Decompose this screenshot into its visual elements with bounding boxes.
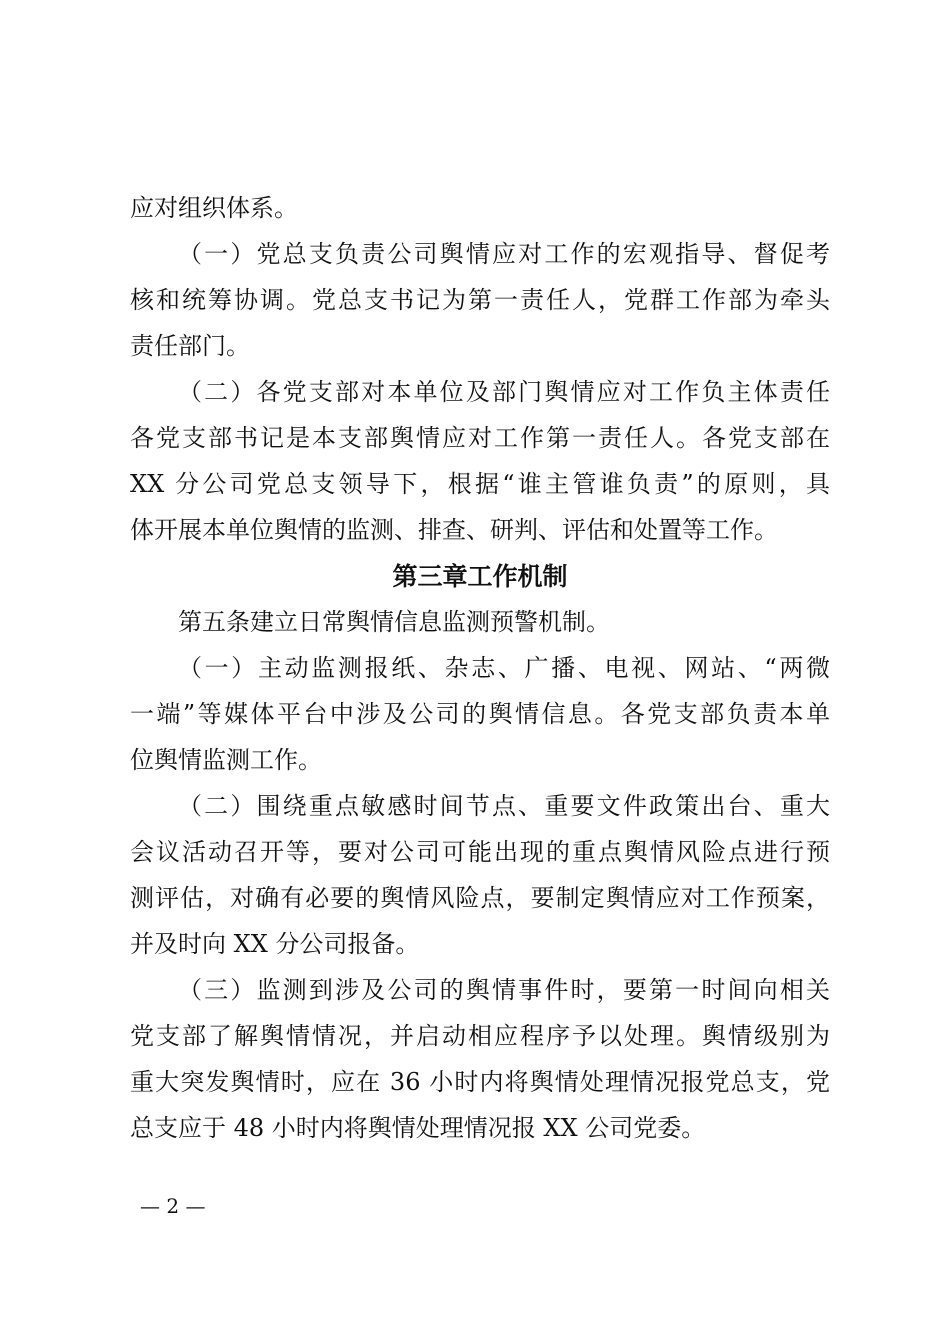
page-number: — 2 — xyxy=(140,1194,206,1218)
text-line: 测评估，对确有必要的舆情风险点，要制定舆情应对工作预案， xyxy=(130,884,830,912)
text-line: （三）监测到涉及公司的舆情事件时，要第一时间向相关 xyxy=(178,976,830,1004)
text-line: 重大突发舆情时，应在 36 小时内将舆情处理情况报党总支，党 xyxy=(130,1068,830,1096)
text-line: 体开展本单位舆情的监测、排查、研判、评估和处置等工作。 xyxy=(130,516,778,544)
text-line: （二）围绕重点敏感时间节点、重要文件政策出台、重大 xyxy=(178,792,830,820)
text-line: XX 分公司党总支领导下，根据“谁主管谁负责”的原则，具 xyxy=(130,470,830,498)
text-line: 各党支部书记是本支部舆情应对工作第一责任人。各党支部在 xyxy=(130,424,830,452)
text-line: 应对组织体系。 xyxy=(130,194,298,222)
text-line: 核和统筹协调。党总支书记为第一责任人，党群工作部为牵头 xyxy=(130,286,830,314)
text-line: 责任部门。 xyxy=(130,332,250,360)
text-line: 总支应于 48 小时内将舆情处理情况报 XX 公司党委。 xyxy=(130,1114,706,1142)
article-title: 第五条建立日常舆情信息监测预警机制。 xyxy=(178,608,610,636)
text-line: （一）主动监测报纸、杂志、广播、电视、网站、“两微 xyxy=(178,654,830,682)
text-line: （一）党总支负责公司舆情应对工作的宏观指导、督促考 xyxy=(178,240,830,268)
text-line: （二）各党支部对本单位及部门舆情应对工作负主体责任 xyxy=(178,378,830,406)
text-line: 党支部了解舆情情况，并启动相应程序予以处理。舆情级别为 xyxy=(130,1022,830,1050)
text-line: 位舆情监测工作。 xyxy=(130,746,322,774)
text-line: 一端”等媒体平台中涉及公司的舆情信息。各党支部负责本单 xyxy=(130,700,830,728)
chapter-heading: 第三章工作机制 xyxy=(392,562,568,591)
text-line: 会议活动召开等，要对公司可能出现的重点舆情风险点进行预 xyxy=(130,838,830,866)
text-line: 并及时向 XX 分公司报备。 xyxy=(130,930,420,958)
